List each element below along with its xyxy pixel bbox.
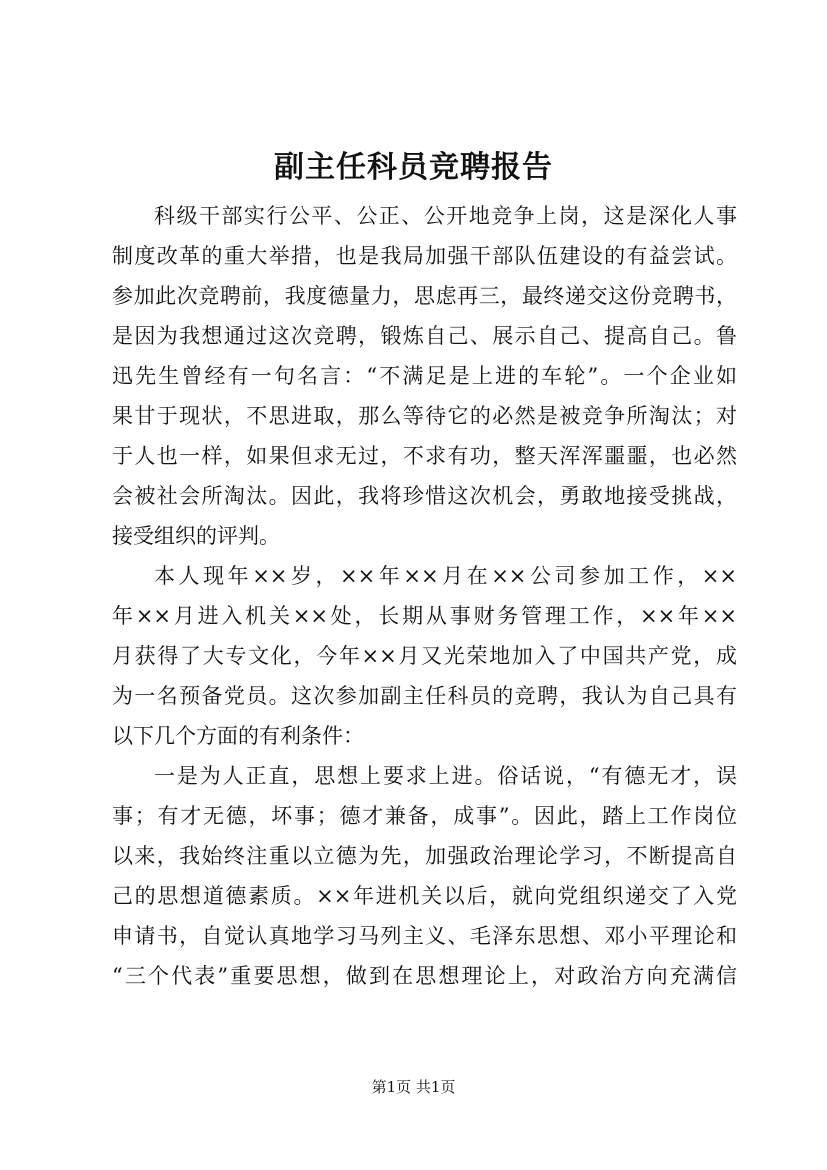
paragraph-2-line-3: 月获得了大专文化，今年××月又光荣地加入了中国共产党，成 [112, 644, 737, 668]
paragraph-3-line-3: 以来，我始终注重以立德为先，加强政治理论学习，不断提高自 [112, 844, 737, 868]
paragraph-1-line-2: 制度改革的重大举措，也是我局加强干部队伍建设的有益尝试。 [112, 244, 737, 268]
paragraph-3-line-5: 申请书，自觉认真地学习马列主义、毛泽东思想、邓小平理论和 [112, 924, 737, 948]
paragraph-1-line-8: 会被社会所淘汰。因此，我将珍惜这次机会，勇敢地接受挑战， [112, 484, 737, 508]
paragraph-2-line-2: 年××月进入机关××处，长期从事财务管理工作，××年×× [112, 604, 737, 628]
paragraph-1-line-6: 果甘于现状，不思进取，那么等待它的必然是被竞争所淘汰；对 [112, 404, 737, 428]
paragraph-3-line-2: 事；有才无德，坏事；德才兼备，成事”。因此，踏上工作岗位 [112, 804, 737, 828]
paragraph-3-line-6: “三个代表”重要思想，做到在思想理论上，对政治方向充满信 [112, 964, 737, 988]
paragraph-1-line-4: 是因为我想通过这次竞聘，锻炼自己、展示自己、提高自己。鲁 [112, 324, 737, 348]
paragraph-1-line-3: 参加此次竞聘前，我度德量力，思虑再三，最终递交这份竞聘书， [112, 284, 737, 308]
paragraph-1-line-7: 于人也一样，如果但求无过，不求有功，整天浑浑噩噩，也必然 [112, 444, 737, 468]
paragraph-2-line-1: 本人现年××岁，××年××月在××公司参加工作，×× [154, 564, 737, 588]
page-footer: 第1页 共1页 [371, 1078, 456, 1096]
paragraph-1-line-9: 接受组织的评判。 [112, 524, 280, 548]
paragraph-2-line-5: 以下几个方面的有利条件： [112, 724, 364, 748]
document-body [112, 196, 737, 996]
paragraph-3-line-4: 己的思想道德素质。××年进机关以后，就向党组织递交了入党 [112, 884, 737, 908]
document-title: 副主任科员竞聘报告 [274, 150, 553, 185]
paragraph-3-line-1: 一是为人正直，思想上要求上进。俗话说，“有德无才，误 [154, 764, 737, 788]
paragraph-1-line-1: 科级干部实行公平、公正、公开地竞争上岗，这是深化人事 [154, 204, 737, 228]
paragraph-1-line-5: 迅先生曾经有一句名言：“不满足是上进的车轮”。一个企业如 [112, 364, 737, 388]
paragraph-2-line-4: 为一名预备党员。这次参加副主任科员的竞聘，我认为自己具有 [112, 684, 737, 708]
